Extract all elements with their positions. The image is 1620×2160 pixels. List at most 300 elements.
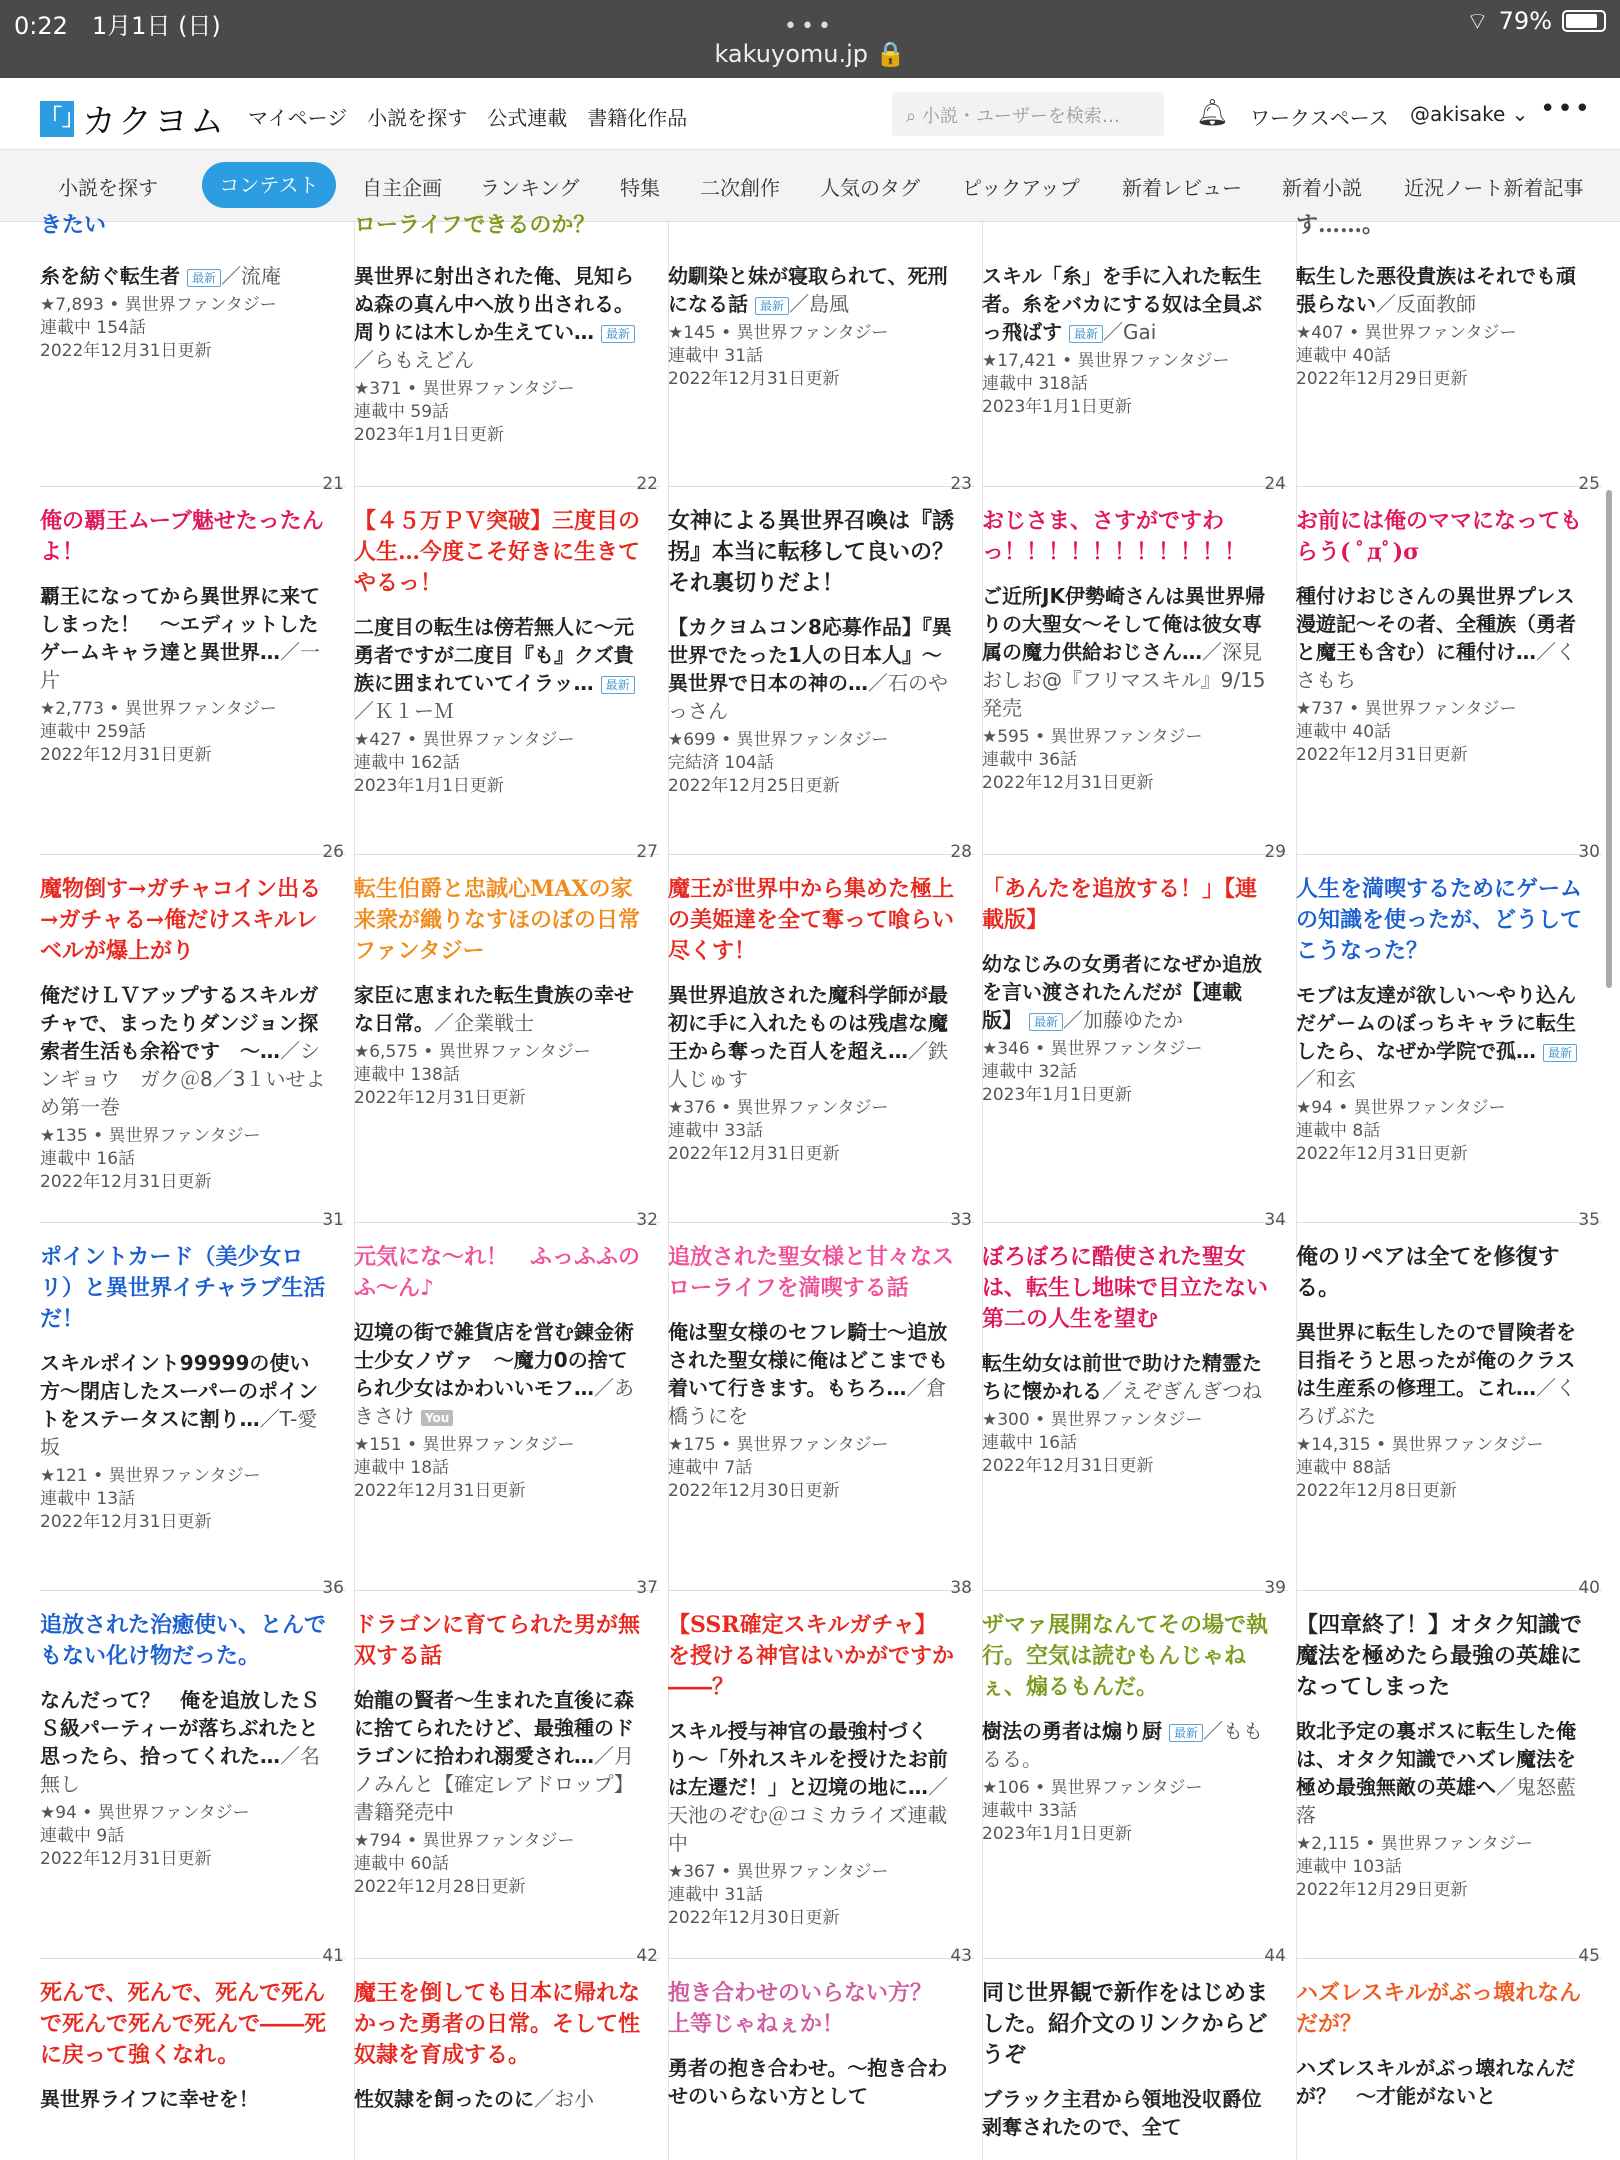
work-card: [40, 1242, 326, 1534]
work-catchphrase[interactable]: [668, 1717, 954, 1857]
catch-text[interactable]: 異世界に転生したので冒険者を目指そうと思ったが俺のクラスは生産系の修理工。これ…: [1296, 1320, 1576, 1400]
ranking-grid: [40, 212, 1600, 2160]
updated-date: 2022年12月31日更新: [354, 1481, 526, 1501]
rank-number: 25: [1578, 474, 1600, 494]
star-count: ★151 • 異世界ファンタジー: [354, 1435, 575, 1455]
rank-number: 28: [950, 842, 972, 862]
work-catchphrase[interactable]: [354, 1318, 640, 1430]
row-divider: [1296, 854, 1602, 855]
work-card: [668, 874, 954, 1166]
work-title[interactable]: 魔物倒す→ガチャコイン出る→ガチャる→俺だけスキルレベルが爆上がり: [40, 876, 322, 964]
work-title[interactable]: 同じ世界観で新作をはじめました。紹介文のリンクからどうぞ: [982, 1980, 1269, 2068]
author-name[interactable]: ／加藤ゆたか: [1062, 1008, 1183, 1032]
episode-status: 連載中 59話: [354, 402, 450, 422]
author-name[interactable]: ／シンギョウ ガク＠8／3１いせよめ第一巻: [40, 1039, 326, 1119]
logo-mark: 「」: [40, 101, 74, 137]
work-title[interactable]: ぼろぼろに酷使された聖女は、転生し地味で目立たない第二の人生を望む: [982, 1244, 1269, 1332]
lock-icon: 🔒: [875, 40, 906, 68]
row-divider: [40, 1590, 346, 1591]
work-meta: [40, 294, 326, 363]
author-name[interactable]: ／月ノみんと【確定レアドロップ】書籍発売中: [354, 1744, 634, 1824]
work-card: [1296, 1978, 1582, 2110]
user-menu[interactable]: @akisake ⌄: [1410, 102, 1529, 126]
rank-number: 35: [1578, 1210, 1600, 1230]
work-meta: [668, 1097, 954, 1166]
partial-title[interactable]: ローライフできるのか？: [354, 212, 596, 238]
row-divider: [40, 486, 346, 487]
updated-date: 2023年1月1日更新: [982, 1085, 1132, 1105]
work-meta: [1296, 1434, 1582, 1503]
rank-number: 42: [636, 1946, 658, 1966]
status-time: 0:22 1月1日 (日): [14, 12, 221, 40]
work-card: [668, 1610, 954, 1930]
catch-text[interactable]: ブラック主君から領地没収爵位剥奪されたので、全て: [982, 2087, 1262, 2139]
catch-text[interactable]: 敗北予定の裏ボスに転生した俺は、オタク知識でハズレ魔法を極め最強無敵の英雄へ: [1296, 1719, 1576, 1799]
updated-date: 2022年12月31日更新: [982, 773, 1154, 793]
subnav-tags[interactable]: 人気のタグ: [820, 176, 920, 200]
wifi-icon: ⌔: [1466, 7, 1489, 35]
row-divider: [668, 1590, 974, 1591]
catch-text[interactable]: スキル「糸」を手に入れた転生者。糸をバカにする奴は全員ぶっ飛ばす: [982, 264, 1262, 344]
work-meta: [982, 1038, 1268, 1107]
updated-date: 2023年1月1日更新: [354, 776, 504, 796]
row-divider: [1296, 1590, 1602, 1591]
updated-date: 2022年12月31日更新: [40, 1512, 212, 1532]
rank-number: 31: [322, 1210, 344, 1230]
work-catchphrase[interactable]: [982, 1349, 1268, 1405]
subnav-pickup[interactable]: ピックアップ: [962, 176, 1080, 200]
catch-text[interactable]: 幼なじみの女勇者になぜか追放を言い渡されたんだが【連載版】: [982, 952, 1262, 1032]
work-title[interactable]: 人生を満喫するためにゲームの知識を使ったが、どうしてこうなった？: [1296, 876, 1583, 964]
episode-status: 連載中 16話: [982, 1433, 1078, 1453]
rank-number: 33: [950, 1210, 972, 1230]
catch-text[interactable]: なんだって？ 俺を追放したＳＳ級パーティーが落ちぶれたと思ったら、拾ってくれた…: [40, 1688, 320, 1768]
row-divider: [982, 854, 1288, 855]
author-name[interactable]: ／らもえどん: [354, 348, 474, 372]
updated-date: 2022年12月31日更新: [982, 1456, 1154, 1476]
catch-text[interactable]: 幼馴染と妹が寝取られて、死刑になる話: [668, 264, 948, 316]
author-name[interactable]: ／深見おしお@『フリマスキル』9/15発売: [982, 640, 1266, 720]
author-name[interactable]: ／T-愛坂: [40, 1407, 318, 1459]
work-title[interactable]: 死んで、死んで、死んで死んで死んで死んで死んで――死に戻って強くなれ。: [40, 1980, 327, 2068]
work-title[interactable]: 俺のリペアは全てを修復する。: [1296, 1244, 1560, 1301]
subnav-features[interactable]: 特集: [620, 176, 660, 200]
work-meta: [1296, 322, 1582, 391]
author-name[interactable]: ／あきさけ: [354, 1376, 634, 1428]
catch-text[interactable]: 異世界追放された魔科学師が最初に手に入れたものは残虐な魔王から奪った百人を超え…: [668, 983, 948, 1063]
star-count: ★300 • 異世界ファンタジー: [982, 1410, 1203, 1430]
work-meta: [1296, 1097, 1582, 1166]
work-catchphrase[interactable]: [668, 981, 954, 1093]
author-name[interactable]: ／名無し: [40, 1744, 320, 1796]
work-catchphrase[interactable]: [1296, 582, 1582, 694]
subnav-new-novels[interactable]: 新着小説: [1282, 176, 1362, 200]
updated-date: 2023年1月1日更新: [354, 425, 504, 445]
episode-status: 連載中 31話: [668, 1885, 764, 1905]
work-catchphrase[interactable]: [354, 2085, 640, 2113]
work-card: [1296, 1242, 1582, 1503]
row-divider: [668, 486, 974, 487]
episode-status: 連載中 138話: [354, 1065, 460, 1085]
episode-status: 連載中 33話: [982, 1801, 1078, 1821]
catch-text[interactable]: 異世界ライフに幸せを！: [40, 2087, 259, 2111]
work-catchphrase[interactable]: [668, 262, 954, 318]
work-catchphrase[interactable]: [1296, 1717, 1582, 1829]
row-divider: [982, 486, 1288, 487]
rank-number: 40: [1578, 1578, 1600, 1598]
catch-text[interactable]: モブは友達が欲しい〜やり込んだゲームのぼっちキャラに転生したら、なぜか学院で孤…: [1296, 983, 1576, 1063]
updated-date: 2022年12月29日更新: [1296, 1880, 1468, 1900]
row-divider: [1296, 1222, 1602, 1223]
author-name[interactable]: ／島風: [788, 292, 849, 316]
updated-date: 2022年12月31日更新: [40, 745, 212, 765]
work-card: [40, 1978, 326, 2113]
rank-number: 41: [322, 1946, 344, 1966]
star-count: ★94 • 異世界ファンタジー: [1296, 1098, 1506, 1118]
work-catchphrase[interactable]: [982, 582, 1268, 722]
rank-number: 30: [1578, 842, 1600, 862]
work-meta: [668, 1861, 954, 1930]
updated-date: 2022年12月31日更新: [40, 1849, 212, 1869]
rank-number: 23: [950, 474, 972, 494]
work-card: [1296, 506, 1582, 767]
episode-status: 連載中 36話: [982, 750, 1078, 770]
author-name[interactable]: ／くさもち: [1296, 640, 1576, 692]
search-input[interactable]: ⌕ 小説・ユーザーを検索…: [892, 92, 1164, 136]
author-name[interactable]: ／倉橋うにを: [668, 1376, 947, 1428]
author-name[interactable]: ／Ｋ１ーＭ: [354, 699, 454, 723]
work-catchphrase[interactable]: [40, 582, 326, 694]
work-catchphrase[interactable]: [982, 262, 1268, 346]
work-card: [1296, 1610, 1582, 1902]
author-name[interactable]: ／お小: [534, 2087, 594, 2111]
updated-date: 2022年12月31日更新: [40, 341, 212, 361]
author-name[interactable]: ／反面教師: [1376, 292, 1476, 316]
work-card: [354, 262, 640, 447]
battery-percent: 79%: [1498, 7, 1552, 35]
catch-text[interactable]: 覇王になってから異世界に来てしまった！ 〜エディットしたゲームキャラ達と異世界…: [40, 584, 320, 664]
updated-date: 2023年1月1日更新: [982, 1824, 1132, 1844]
rank-number: 36: [322, 1578, 344, 1598]
catch-text[interactable]: 家臣に恵まれた転生貴族の幸せな日常。: [354, 983, 634, 1035]
work-card: [40, 1610, 326, 1871]
episode-status: 連載中 7話: [668, 1458, 753, 1478]
catch-text[interactable]: ハズレスキルがぶっ壊れなんだが？ 〜才能がないと: [1296, 2056, 1576, 2108]
work-meta: [982, 1409, 1268, 1478]
work-title[interactable]: ポイントカード（美少女ロリ）と異世界イチャラブ生活だ！: [40, 1244, 326, 1332]
catch-text[interactable]: 勇者の抱き合わせ。〜抱き合わせのいらない方として: [668, 2056, 948, 2108]
bell-icon[interactable]: 🔔︎: [1196, 98, 1230, 128]
partial-title[interactable]: す……。: [1296, 212, 1385, 238]
author-name[interactable]: ／えぞぎんぎつね: [1102, 1379, 1262, 1403]
updated-date: 2022年12月31日更新: [668, 369, 840, 389]
work-card: [982, 874, 1268, 1107]
catch-text[interactable]: 糸を紡ぐ転生者: [40, 264, 180, 288]
rank-number: 44: [1264, 1946, 1286, 1966]
work-card: [668, 506, 977, 798]
star-count: ★2,115 • 異世界ファンタジー: [1296, 1834, 1533, 1854]
work-title[interactable]: お前には俺のママになってもらう( ﾟдﾟ)σ: [1296, 508, 1583, 565]
work-card: [40, 506, 326, 767]
work-catchphrase[interactable]: [1296, 1318, 1582, 1430]
work-title[interactable]: 【SSR確定スキルガチャ】を授ける神官はいかがですか――？: [668, 1612, 955, 1700]
star-count: ★367 • 異世界ファンタジー: [668, 1862, 889, 1882]
star-count: ★135 • 異世界ファンタジー: [40, 1126, 261, 1146]
catch-text[interactable]: 辺境の街で雑貨店を営む錬金術士少女ノヴァ 〜魔力0の捨てられ少女はかわいいモフ…: [354, 1320, 634, 1400]
work-catchphrase[interactable]: [668, 2054, 954, 2110]
star-count: ★407 • 異世界ファンタジー: [1296, 323, 1517, 343]
author-name[interactable]: ／石のやっさん: [668, 671, 948, 723]
work-title[interactable]: ザマァ展開なんてその場で執行。空気は読むもんじゃねぇ、煽るもんだ。: [982, 1612, 1269, 1700]
work-title[interactable]: 追放された治癒使い、とんでもない化け物だった。: [40, 1612, 327, 1669]
work-catchphrase[interactable]: [354, 262, 640, 374]
subnav-fanfic[interactable]: 二次創作: [700, 176, 780, 200]
episode-status: 連載中 162話: [354, 753, 460, 773]
row-divider: [982, 1590, 1288, 1591]
row-divider: [40, 1222, 346, 1223]
author-name[interactable]: ／天池のぞむ＠コミカライズ連載中: [668, 1775, 948, 1855]
work-card: [354, 506, 640, 798]
rank-number: 22: [636, 474, 658, 494]
work-card: [982, 1610, 1268, 1846]
author-name[interactable]: ／Gai: [1102, 320, 1157, 344]
work-catchphrase[interactable]: [40, 1349, 326, 1461]
catch-text[interactable]: 【カクヨムコン8応募作品】『異世界でたった1人の日本人』〜 異世界で日本の神の…: [668, 615, 952, 695]
row-divider: [354, 1958, 660, 1959]
row-divider: [354, 486, 660, 487]
catch-text[interactable]: 樹法の勇者は煽り厨: [982, 1719, 1162, 1743]
work-catchphrase[interactable]: [40, 2085, 326, 2113]
updated-date: 2022年12月30日更新: [668, 1481, 840, 1501]
tab-handle-icon[interactable]: •••: [784, 14, 835, 39]
star-count: ★2,773 • 異世界ファンタジー: [40, 699, 277, 719]
work-card: [1296, 874, 1582, 1166]
work-title[interactable]: 転生伯爵と忠誠心MAXの家来衆が織りなすほのぼの日常ファンタジー: [354, 876, 641, 964]
work-meta: [40, 698, 326, 767]
updated-date: 2022年12月31日更新: [1296, 1144, 1468, 1164]
work-card: [668, 1978, 954, 2110]
work-meta: [982, 1777, 1268, 1846]
new-badge: 最新: [187, 269, 221, 287]
star-count: ★14,315 • 異世界ファンタジー: [1296, 1435, 1544, 1455]
rank-number: 38: [950, 1578, 972, 1598]
work-card: [982, 506, 1268, 795]
star-count: ★121 • 異世界ファンタジー: [40, 1466, 261, 1486]
work-catchphrase[interactable]: [1296, 262, 1582, 318]
episode-status: 連載中 31話: [668, 346, 764, 366]
author-name[interactable]: ／一片: [40, 640, 320, 692]
star-count: ★737 • 異世界ファンタジー: [1296, 699, 1517, 719]
subnav-events[interactable]: 自主企画: [362, 176, 442, 200]
updated-date: 2022年12月31日更新: [354, 1088, 526, 1108]
work-meta: [668, 322, 954, 391]
new-badge: 最新: [1029, 1013, 1063, 1031]
work-catchphrase[interactable]: [982, 950, 1268, 1034]
search-icon: ⌕: [906, 106, 917, 127]
row-divider: [40, 854, 346, 855]
work-title[interactable]: 俺の覇王ムーブ魅せたったんよ！: [40, 508, 324, 565]
subnav-search[interactable]: 小説を探す: [58, 176, 158, 200]
rank-number: 29: [1264, 842, 1286, 862]
work-title[interactable]: 追放された聖女様と甘々なスローライフを満喫する話: [668, 1244, 955, 1301]
work-meta: [354, 729, 640, 798]
catch-text[interactable]: 転生幼女は前世で助けた精霊たちに懐かれる: [982, 1351, 1262, 1403]
you-badge: You: [421, 1410, 453, 1426]
catch-text[interactable]: 二度目の転生は傍若無人に〜元勇者ですが二度目『も』クズ貴族に囲まれていてイラッ…: [354, 615, 634, 695]
nav-official[interactable]: 公式連載: [487, 106, 568, 130]
rank-number: 37: [636, 1578, 658, 1598]
work-meta: [982, 726, 1268, 795]
star-count: ★595 • 異世界ファンタジー: [982, 727, 1203, 747]
row-divider: [40, 1958, 346, 1959]
work-meta: [354, 1830, 640, 1899]
catch-text[interactable]: 転生した悪役貴族はそれでも頑張らない: [1296, 264, 1576, 316]
work-card: [354, 1610, 640, 1899]
author-name[interactable]: ／流庵: [220, 264, 281, 288]
chevron-down-icon: ⌄: [1511, 102, 1529, 126]
partial-title[interactable]: きたい: [40, 212, 107, 238]
work-card: [354, 1978, 640, 2113]
main-nav: [248, 102, 687, 131]
work-meta: [354, 1041, 640, 1110]
subnav-reviews[interactable]: 新着レビュー: [1122, 176, 1242, 200]
work-catchphrase[interactable]: [40, 1686, 326, 1798]
author-name[interactable]: ／くろげぶた: [1296, 1376, 1576, 1428]
author-name[interactable]: ／ももるる。: [982, 1719, 1263, 1771]
episode-status: 連載中 32話: [982, 1062, 1078, 1082]
work-title[interactable]: 女神による異世界召喚は『誘拐』本当に転移して良いの？ それ裏切りだよ！: [668, 508, 977, 596]
work-catchphrase[interactable]: [982, 2085, 1268, 2141]
star-count: ★346 • 異世界ファンタジー: [982, 1039, 1203, 1059]
catch-text[interactable]: 異世界に射出された俺、見知らぬ森の真ん中へ放り出される。周りには木しか生えてい…: [354, 264, 634, 344]
star-count: ★371 • 異世界ファンタジー: [354, 379, 575, 399]
subnav-notes[interactable]: 近況ノート新着記事: [1404, 176, 1584, 200]
work-card: [982, 262, 1268, 419]
catch-text[interactable]: ご近所JK伊勢崎さんは異世界帰りの大聖女〜そして俺は彼女専属の魔力供給おじさん…: [982, 584, 1265, 664]
nav-mypage[interactable]: マイページ: [248, 106, 348, 130]
work-catchphrase[interactable]: [354, 613, 640, 725]
work-card: [668, 262, 954, 391]
author-name[interactable]: ／企業戦士: [434, 1011, 534, 1035]
author-name[interactable]: ／鬼怒藍落: [1296, 1775, 1576, 1827]
author-name[interactable]: ／和玄: [1296, 1067, 1356, 1091]
rank-number: 39: [1264, 1578, 1286, 1598]
work-title[interactable]: 魔王を倒しても日本に帰れなかった勇者の日常。そして性奴隷を育成する。: [354, 1980, 641, 2068]
catch-text[interactable]: 俺は聖女様のセフレ騎士〜追放された聖女様に俺はどこまでも着いて行きます。もちろ…: [668, 1320, 948, 1400]
rank-number: 45: [1578, 1946, 1600, 1966]
rank-number: 43: [950, 1946, 972, 1966]
episode-status: 完結済 104話: [668, 753, 774, 773]
star-count: ★427 • 異世界ファンタジー: [354, 730, 575, 750]
subnav-contest[interactable]: コンテスト: [202, 162, 336, 208]
nav-books[interactable]: 書籍化作品: [587, 106, 688, 130]
battery-icon: [1562, 10, 1606, 32]
rank-number: 24: [1264, 474, 1286, 494]
work-card: [1296, 262, 1582, 391]
work-catchphrase[interactable]: [668, 613, 954, 725]
work-catchphrase[interactable]: [1296, 2054, 1582, 2110]
work-catchphrase[interactable]: [40, 262, 326, 290]
status-right: [1466, 6, 1606, 36]
star-count: ★794 • 異世界ファンタジー: [354, 1831, 575, 1851]
row-divider: [668, 854, 974, 855]
ios-status-bar: [0, 0, 1620, 78]
rank-number: 21: [322, 474, 344, 494]
more-icon[interactable]: •••: [1540, 94, 1593, 124]
nav-search-novels[interactable]: 小説を探す: [367, 106, 468, 130]
work-meta: [1296, 1833, 1582, 1902]
catch-text[interactable]: 性奴隷を飼ったのに: [354, 2087, 534, 2111]
episode-status: 連載中 318話: [982, 374, 1088, 394]
updated-date: 2022年12月29日更新: [1296, 369, 1468, 389]
row-divider: [668, 1222, 974, 1223]
catch-text[interactable]: スキルポイント99999の使い方〜閉店したスーパーのポイントをステータスに割り…: [40, 1351, 318, 1431]
scrollbar[interactable]: [1606, 490, 1612, 988]
work-card: [40, 262, 326, 363]
episode-status: 連載中 13話: [40, 1489, 136, 1509]
rank-number: 32: [636, 1210, 658, 1230]
rank-number: 26: [322, 842, 344, 862]
catch-text[interactable]: 種付けおじさんの異世界プレス漫遊記〜その者、全種族（勇者と魔王も含む）に種付け…: [1296, 584, 1576, 664]
updated-date: 2022年12月31日更新: [1296, 745, 1468, 765]
work-title[interactable]: ハズレスキルがぶっ壊れなんだが？: [1296, 1980, 1582, 2037]
work-meta: [354, 1434, 640, 1503]
work-title[interactable]: 元気にな〜れ！ ふっふふのふ〜ん♪: [354, 1244, 641, 1301]
work-title[interactable]: 【４５万ＰＶ突破】三度目の人生…今度こそ好きに生きてやるっ！: [354, 508, 641, 596]
work-catchphrase[interactable]: [354, 981, 640, 1037]
catch-text[interactable]: 始龍の賢者〜生まれた直後に森に捨てられたけど、最強種のドラゴンに拾われ溺愛され…: [354, 1688, 634, 1768]
catch-text[interactable]: 俺だけＬＶアップするスキルガチャで、まったりダンジョン探索者生活も余裕です 〜…: [40, 983, 319, 1063]
logo-text: カクヨム: [82, 102, 226, 142]
work-catchphrase[interactable]: [668, 1318, 954, 1430]
work-catchphrase[interactable]: [1296, 981, 1582, 1093]
new-badge: 最新: [1543, 1044, 1577, 1062]
url-bar[interactable]: kakuyomu.jp 🔒: [714, 40, 906, 68]
work-card: [668, 1242, 954, 1503]
work-card: [354, 1242, 640, 1503]
episode-status: 連載中 16話: [40, 1149, 136, 1169]
work-title[interactable]: 抱き合わせのいらない方？ 上等じゃねぇか！: [668, 1980, 955, 2037]
star-count: ★94 • 異世界ファンタジー: [40, 1803, 250, 1823]
updated-date: 2023年1月1日更新: [982, 397, 1132, 417]
work-catchphrase[interactable]: [40, 981, 326, 1121]
updated-date: 2022年12月28日更新: [354, 1877, 526, 1897]
work-catchphrase[interactable]: [354, 1686, 640, 1826]
work-title[interactable]: 【四章終了！】オタク知識で魔法を極めたら最強の英雄になってしまった: [1296, 1612, 1583, 1700]
work-title[interactable]: おじさま、さすがですわっ！！！！！！！！！！！: [982, 508, 1247, 565]
work-meta: [668, 1434, 954, 1503]
site-logo[interactable]: [40, 94, 226, 143]
episode-status: 連載中 40話: [1296, 346, 1392, 366]
work-title[interactable]: 「あんたを追放する！」【連載版】: [982, 876, 1258, 933]
episode-status: 連載中 259話: [40, 722, 146, 742]
rank-number: 27: [636, 842, 658, 862]
work-title[interactable]: ドラゴンに育てられた男が無双する話: [354, 1612, 641, 1669]
new-badge: 最新: [755, 297, 789, 315]
workspace-link[interactable]: ワークスペース: [1250, 106, 1389, 130]
author-name[interactable]: ／鉄人じゅす: [668, 1039, 948, 1091]
catch-text[interactable]: スキル授与神官の最強村づくり〜「外れスキルを授けたお前は左遷だ！」と辺境の地に…: [668, 1719, 948, 1799]
work-catchphrase[interactable]: [982, 1717, 1268, 1773]
subnav-ranking[interactable]: ランキング: [480, 176, 580, 200]
work-title[interactable]: 魔王が世界中から集めた極上の美姫達を全て奪って喰らい尽くす！: [668, 876, 955, 964]
row-divider: [354, 854, 660, 855]
work-meta: [668, 729, 954, 798]
site-header: [0, 78, 1620, 150]
updated-date: 2022年12月8日更新: [1296, 1481, 1457, 1501]
row-divider: [1296, 486, 1602, 487]
episode-status: 連載中 154話: [40, 318, 146, 338]
